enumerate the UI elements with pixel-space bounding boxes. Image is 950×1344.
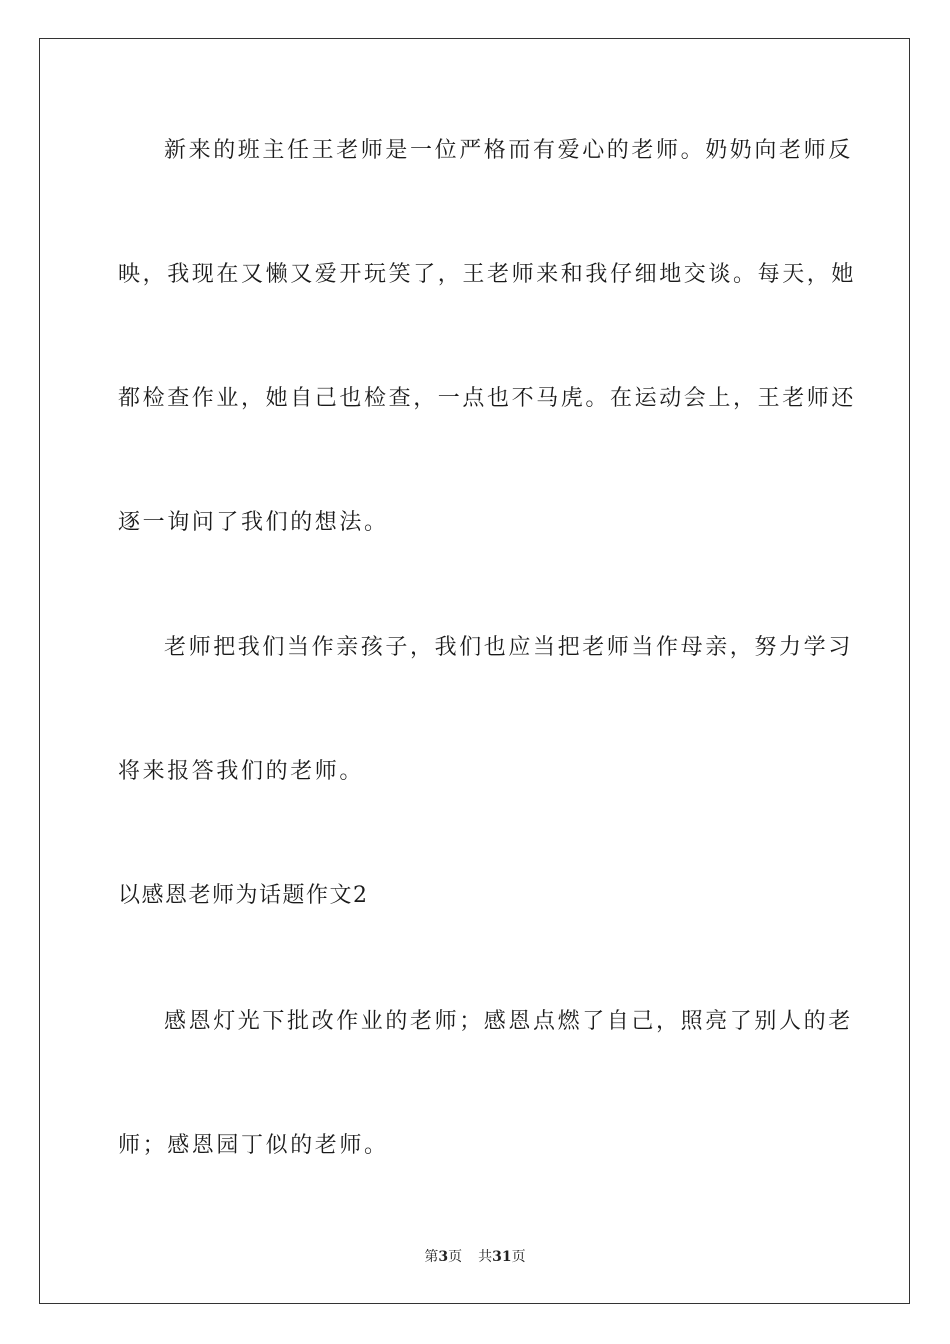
paragraph-3-line-2: 师；感恩园丁似的老师。: [118, 1133, 389, 1158]
paragraph-2-line-2: 将来报答我们的老师。: [118, 759, 365, 784]
page-suffix: 页: [448, 1249, 463, 1265]
total-suffix: 页: [511, 1249, 526, 1265]
paragraph-1-line-3: 都检查作业，她自己也检查，一点也不马虎。在运动会上，王老师还: [118, 386, 857, 411]
page-number: 3: [438, 1249, 449, 1265]
section-heading: 以感恩老师为话题作文2: [118, 883, 369, 908]
paragraph-1-line-1: 新来的班主任王老师是一位严格而有爱心的老师。奶奶向老师反: [164, 138, 853, 163]
paragraph-3-line-1: 感恩灯光下批改作业的老师；感恩点燃了自己，照亮了别人的老: [164, 1009, 853, 1034]
paragraph-2-line-1: 老师把我们当作亲孩子，我们也应当把老师当作母亲，努力学习: [164, 635, 853, 660]
page-border: [39, 38, 910, 1304]
paragraph-1-line-2: 映，我现在又懒又爱开玩笑了，王老师来和我仔细地交谈。每天，她: [118, 262, 857, 287]
paragraph-1-line-4: 逐一询问了我们的想法。: [118, 510, 389, 535]
page-footer: [0, 1248, 950, 1266]
total-pages: 31: [492, 1249, 512, 1265]
total-prefix: 共: [478, 1249, 493, 1265]
page-prefix: 第: [424, 1249, 439, 1265]
